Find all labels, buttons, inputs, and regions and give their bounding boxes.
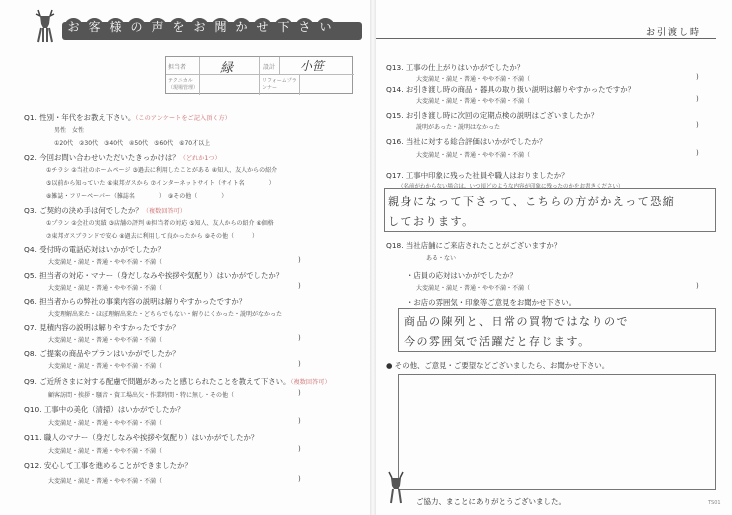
- q4-rating[interactable]: 大変満足・満足・普通・やや不満・不満（: [48, 259, 163, 266]
- form-code: TS01: [708, 500, 721, 506]
- q17-answer-line2: しております。: [388, 215, 475, 228]
- shop-answer-line2: 今の雰囲気で活躍だと存じます。: [404, 335, 591, 348]
- q4-close: ): [298, 256, 301, 264]
- delivery-label: お引渡し時: [646, 28, 702, 38]
- q16-close: ): [696, 149, 699, 157]
- thanks-message: ご協力、まことにありがとうございました。: [416, 497, 566, 506]
- q8-close: ): [298, 360, 301, 368]
- q5-close: ): [298, 282, 301, 290]
- q7-text: Q7. 見積内容の説明は解りやすかったですか？: [24, 323, 180, 332]
- q17-text: Q17. 工事中印象に残った社員や職人はおりましたか？: [386, 171, 569, 180]
- q2-options-2[interactable]: ⑤以前から知っていた ⑥東邦ガスから ⑦インターネットサイト（サイト名 ）: [46, 180, 275, 187]
- q10-text: Q10. 工事中の美化（清掃）はいかがでしたか？: [24, 405, 185, 414]
- q18-staff-text: ・店員の応対はいかがでしたか？: [406, 271, 517, 280]
- q18-staff-close: ): [696, 282, 699, 290]
- deer-footer-icon: [384, 470, 408, 504]
- q4-text: Q4. 受付時の電話応対はいかがでしたか？: [24, 245, 165, 254]
- q3-text: Q3. ご契約の決め手は何でしたか？（複数回答可）: [24, 206, 187, 215]
- q2-text: Q2. 今回お問い合わせいただいたきっかけは？（どれか1つ）: [24, 153, 221, 162]
- q7-close: ): [298, 334, 301, 342]
- q15-close: ): [696, 121, 699, 129]
- q14-text: Q14. お引き渡し時の商品・器具の取り扱い説明は解りやすかったですか？: [386, 85, 636, 94]
- q18-options[interactable]: ある・ない: [426, 255, 457, 262]
- q15-options[interactable]: 説明があった・説明はなかった: [416, 124, 500, 131]
- other-prompt: ● その他、ご意見・ご要望などございましたら、お聞かせ下さい。: [386, 361, 610, 370]
- q18-staff-rating[interactable]: 大変満足・満足・普通・やや不満・不満（: [416, 285, 531, 292]
- shop-answer-line1: 商品の陳列と、日常の買物ではなりので: [404, 315, 629, 328]
- q12-text: Q12. 安心して工事を進めることができましたか？: [24, 461, 192, 470]
- q16-text: Q16. 当社に対する総合評価はいかがでしたか？: [386, 137, 547, 146]
- tech-label: テクニカル（現場管理）: [166, 75, 200, 95]
- q14-close: ): [696, 95, 699, 103]
- q18-text: Q18. 当社店舗にご来店されたことがございますか？: [386, 241, 562, 250]
- sales-label: 担当者: [166, 57, 200, 75]
- q8-rating[interactable]: 大変満足・満足・普通・やや不満・不満（: [48, 363, 163, 370]
- tech-value: [200, 75, 260, 95]
- other-comment-box[interactable]: [398, 374, 716, 490]
- right-page: [376, 0, 732, 515]
- q12-close: ): [298, 475, 301, 483]
- q3-options-2[interactable]: ⑦東邦ガスブランドで安心 ⑧過去に利用して良かったから ⑨その他（ ）: [46, 233, 258, 240]
- q6-text: Q6. 担当者からの弊社の事業内容の説明は解りやすかったですか？: [24, 297, 247, 306]
- q11-close: ): [298, 445, 301, 453]
- q1-text: Q1. 性別・年代をお教え下さい。（このアンケートをご記入頂く方）: [24, 113, 231, 122]
- header-rule: [376, 38, 716, 39]
- q14-rating[interactable]: 大変満足・満足・普通・やや不満・不満（: [416, 98, 531, 105]
- staff-table: [165, 56, 353, 94]
- q9-options[interactable]: 顧客訪問・挨拶・騒音・資工場出欠・作業時間・特に無し・その他（: [48, 392, 235, 399]
- q11-rating[interactable]: 大変満足・満足・普通・やや不満・不満（: [48, 448, 163, 455]
- design-label: 設計: [260, 57, 280, 75]
- q6-options[interactable]: 大変理解出来た・ほぼ理解出来た・どちらでもない・解りにくかった・説明がなかった: [48, 311, 282, 318]
- q7-rating[interactable]: 大変満足・満足・普通・やや不満・不満（: [48, 337, 163, 344]
- q9-text: Q9. ご近所さまに対する配慮で問題があったと感じられたことを教えて下さい。（複数回答可）: [24, 377, 331, 386]
- sales-value: 緑: [200, 57, 260, 75]
- q11-text: Q11. 職人のマナー（身だしなみや挨拶や気配り）はいかがでしたか？: [24, 433, 259, 442]
- q2-options-3[interactable]: ⑧雑誌・フリーペーパー（雑誌名 ） ⑨その他（ ）: [46, 193, 228, 200]
- q17-answer-line1: 親身になって下さって、こちらの方がかえって恐縮: [388, 195, 676, 208]
- q10-close: ): [298, 417, 301, 425]
- q9-close: ): [298, 389, 301, 397]
- reform-label: リフォームプランナー: [260, 75, 300, 95]
- q8-text: Q8. ご提案の商品やプランはいかがでしたか？: [24, 349, 180, 358]
- q16-rating[interactable]: 大変満足・満足・普通・やや不満・不満（: [416, 152, 531, 159]
- q15-text: Q15. お引き渡し時に次回の定期点検の説明はございましたか？: [386, 111, 599, 120]
- q13-text: Q13. 工事の仕上がりはいかがでしたか？: [386, 63, 525, 72]
- page-title: お 客 様 の 声 を お 聞 か せ 下 さ い: [64, 18, 335, 37]
- q13-rating[interactable]: 大変満足・満足・普通・やや不満・不満（: [416, 76, 531, 83]
- design-value: 小笹: [280, 57, 354, 75]
- q3-options-1[interactable]: ①プラン ②会社の実績 ③店舗の評判 ④担当者の対応 ⑤知人、友人からの紹介 ⑥価格: [46, 220, 274, 227]
- q18-shop-text: ・お店の雰囲気・印象等ご意見をお聞かせ下さい。: [406, 298, 576, 307]
- q10-rating[interactable]: 大変満足・満足・普通・やや不満・不満（: [48, 420, 163, 427]
- deer-logo-icon: [30, 8, 60, 44]
- q17-note: （名前がわからない場合は、いつ頃どのような内容が印象に残ったのかをお書きください）: [398, 184, 624, 190]
- q12-rating[interactable]: 大変満足・満足・普通・やや不満・不満（: [48, 478, 163, 485]
- q2-options-1[interactable]: ①チラシ ②当社のホームページ ③過去に利用したことがある ④知人、友人からの紹介: [46, 167, 278, 174]
- q13-close: ): [696, 73, 699, 81]
- q5-text: Q5. 担当者の対応・マナー（身だしなみや挨拶や気配り）はいかがでしたか？: [24, 271, 284, 280]
- q5-rating[interactable]: 大変満足・満足・普通・やや不満・不満（: [48, 285, 163, 292]
- q1-age[interactable]: ①20代 ②30代 ③40代 ④50代 ⑤60代 ⑥70才以上: [54, 140, 211, 147]
- q1-gender[interactable]: 男性 女性: [54, 127, 85, 134]
